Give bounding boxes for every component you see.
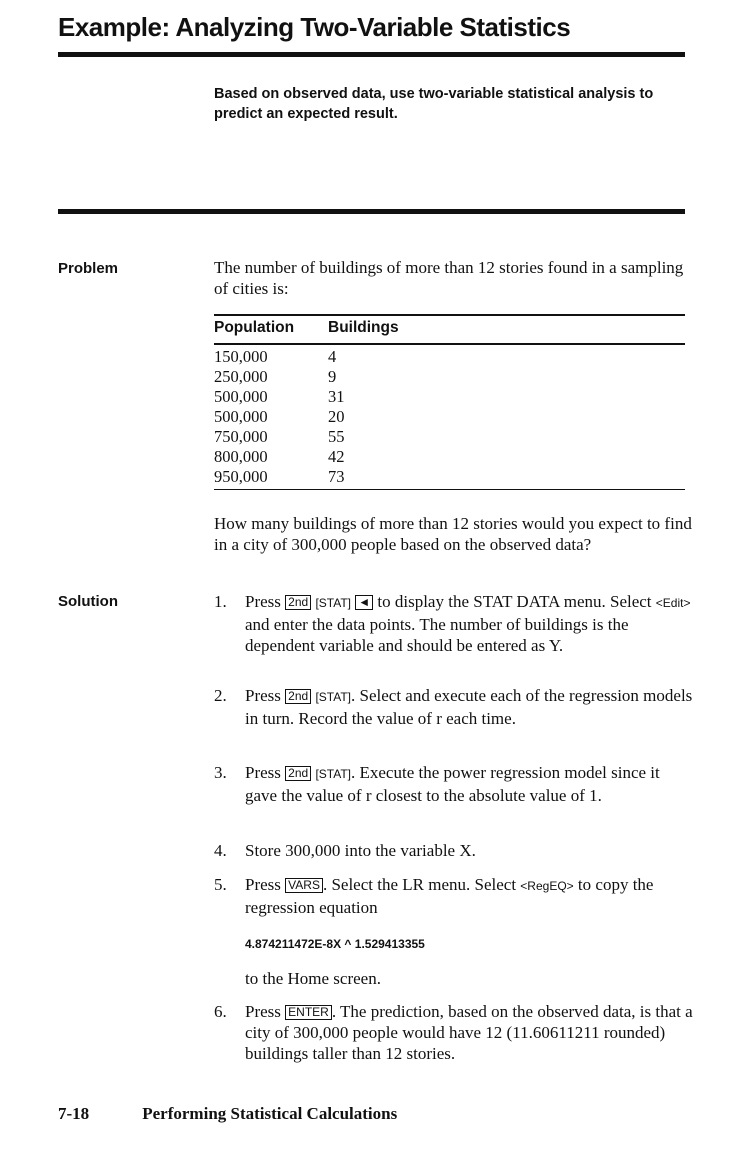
step-number: 2.: [214, 686, 227, 705]
question-text: How many buildings of more than 12 stories would you expect to find in a city of 300,000 people based on the observed data?: [214, 514, 692, 554]
cell-population: 950,000: [214, 467, 268, 486]
cell-buildings: 20: [328, 407, 345, 426]
second-key: 2nd: [285, 595, 311, 610]
regeq-menu-item: <RegEQ>: [520, 879, 574, 893]
cell-population: 500,000: [214, 407, 268, 426]
problem-text: The number of buildings of more than 12 stories found in a sampling of cities is:: [214, 258, 684, 298]
cell-buildings: 9: [328, 367, 337, 386]
cell-population: 150,000: [214, 347, 268, 366]
section-rule: [58, 209, 685, 214]
table-row: [214, 467, 685, 490]
solution-label: Solution: [58, 593, 118, 610]
solution-step-3: 3. Press 2nd [STAT]. Execute the power regression model since it gave the value of r closest to the absolute value of 1.: [214, 763, 660, 805]
stat-key: [STAT]: [315, 767, 351, 781]
second-key: 2nd: [285, 689, 311, 704]
solution-step-5: 5. Press VARS . Select the LR menu. Select <RegEQ> to copy the regression equation 4.874211472E-8X ^ 1.529413355 to the Home screen.: [214, 874, 694, 989]
table-row: [214, 387, 685, 407]
table-row: [214, 447, 685, 467]
solution-step-2: 2. Press 2nd [STAT]. Select and execute each of the regression models in turn. Record the value of r each time.: [214, 686, 693, 728]
enter-key: ENTER: [285, 1005, 332, 1020]
chapter-title: Performing Statistical Calculations: [142, 1104, 398, 1123]
cell-buildings: 73: [328, 467, 345, 486]
column-header-buildings: Buildings: [328, 319, 399, 336]
cell-buildings: 55: [328, 427, 345, 446]
step-number: 3.: [214, 763, 227, 782]
cell-buildings: 42: [328, 447, 345, 466]
table-row: [214, 367, 685, 387]
step-number: 5.: [214, 875, 227, 894]
table-top-rule: [214, 314, 685, 316]
table-header-row: [214, 319, 685, 344]
column-header-population: Population: [214, 319, 295, 336]
problem-label: Problem: [58, 260, 119, 277]
solution-step-1: 1. Press 2nd [STAT] ◄ to display the STAT DATA menu. Select <Edit> and enter the data points. The number of buildings is the dependent variable and should be entered as Y.: [214, 592, 691, 655]
intro-text: Based on observed data, use two-variable statistical analysis to predict an expected result.: [214, 86, 654, 122]
page-footer: [58, 1104, 397, 1124]
table-row: [214, 407, 685, 427]
table-row: [214, 427, 685, 447]
stat-key: [STAT]: [315, 596, 351, 610]
table-row: [214, 344, 685, 367]
vars-key: VARS: [285, 878, 323, 893]
regression-equation: 4.874211472E-8X ^ 1.529413355: [245, 937, 425, 951]
page-title: Example: Analyzing Two-Variable Statistics: [58, 12, 571, 42]
step-number: 4.: [214, 841, 227, 860]
step-number: 6.: [214, 1002, 227, 1021]
step-number: 1.: [214, 592, 227, 611]
cell-population: 250,000: [214, 367, 268, 386]
second-key: 2nd: [285, 766, 311, 781]
solution-step-6: 6. Press ENTER . The prediction, based on the observed data, is that a city of 300,000 people would have 12 (11.60611211 rounded) buildings taller than 12 stories.: [214, 1002, 693, 1063]
stat-key: [STAT]: [315, 690, 351, 704]
edit-menu-item: <Edit>: [655, 596, 691, 610]
cell-buildings: 31: [328, 387, 345, 406]
header-rule: [58, 52, 685, 57]
page-number: 7-18: [58, 1104, 90, 1123]
data-table: [214, 319, 685, 490]
cell-population: 750,000: [214, 427, 268, 446]
left-arrow-key: ◄: [355, 595, 373, 610]
cell-buildings: 4: [328, 347, 337, 366]
cell-population: 500,000: [214, 387, 268, 406]
cell-population: 800,000: [214, 447, 268, 466]
solution-step-4: 4. Store 300,000 into the variable X.: [214, 841, 476, 860]
